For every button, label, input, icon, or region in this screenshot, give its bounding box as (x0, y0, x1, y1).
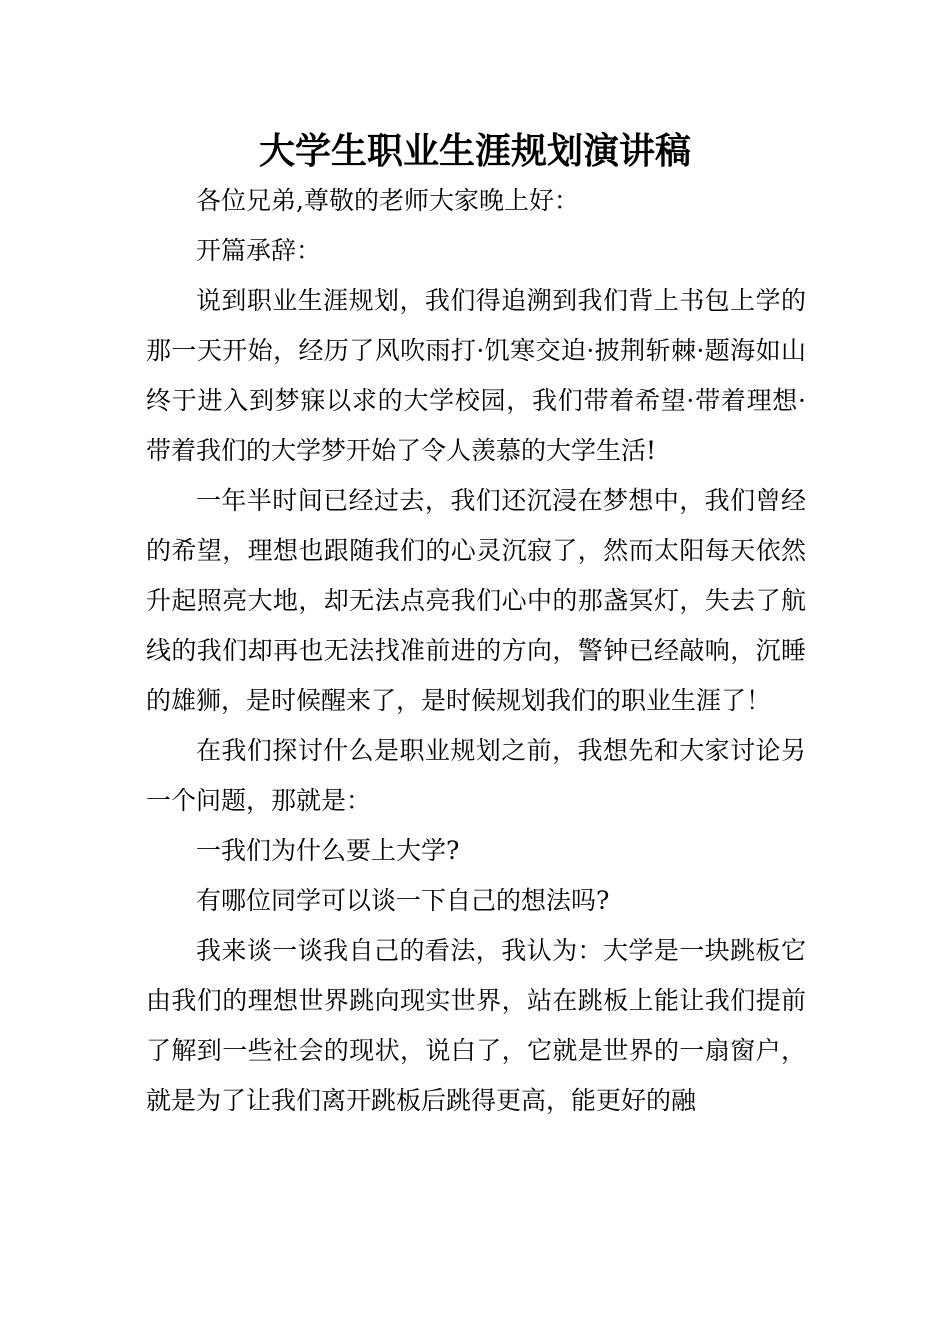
document-body (146, 176, 806, 1126)
document-title: 大学生职业生涯规划演讲稿 (258, 130, 691, 172)
paragraph-career-intro: 说到职业生涯规划，我们得追溯到我们背上书包上学的那一天开始，经历了风吹雨打·饥寒交迫·披荆斩棘·题海如山终于进入到梦寐以求的大学校园，我们带着希望·带着理想·带着我们的大学梦开始了令人羡慕的大学生活! (146, 286, 806, 465)
paragraph-opinion: 我来谈一谈我自己的看法，我认为：大学是一块跳板它由我们的理想世界跳向现实世界，站在跳板上能让我们提前了解到一些社会的现状，说白了，它就是世界的一扇窗户，就是为了让我们离开跳板后跳得更高，能更好的融 (146, 936, 806, 1115)
paragraph-invitation: 有哪位同学可以谈一下自己的想法吗? (196, 886, 610, 915)
paragraph-greeting: 各位兄弟,尊敬的老师大家晚上好： (196, 186, 579, 215)
paragraph-opening: 开篇承辞： (196, 236, 322, 265)
paragraph-question-lead: 在我们探讨什么是职业规划之前，我想先和大家讨论另一个问题，那就是： (146, 736, 806, 815)
paragraph-reflection: 一年半时间已经过去，我们还沉浸在梦想中，我们曾经的希望，理想也跟随我们的心灵沉寂了，然而太阳每天依然升起照亮大地，却无法点亮我们心中的那盏冥灯，失去了航线的我们却再也无法找准前进的方向，警钟已经敲响，沉睡的雄狮，是时候醒来了，是时候规划我们的职业生涯了！ (146, 486, 806, 715)
paragraph-question: 一我们为什么要上大学? (196, 836, 460, 865)
